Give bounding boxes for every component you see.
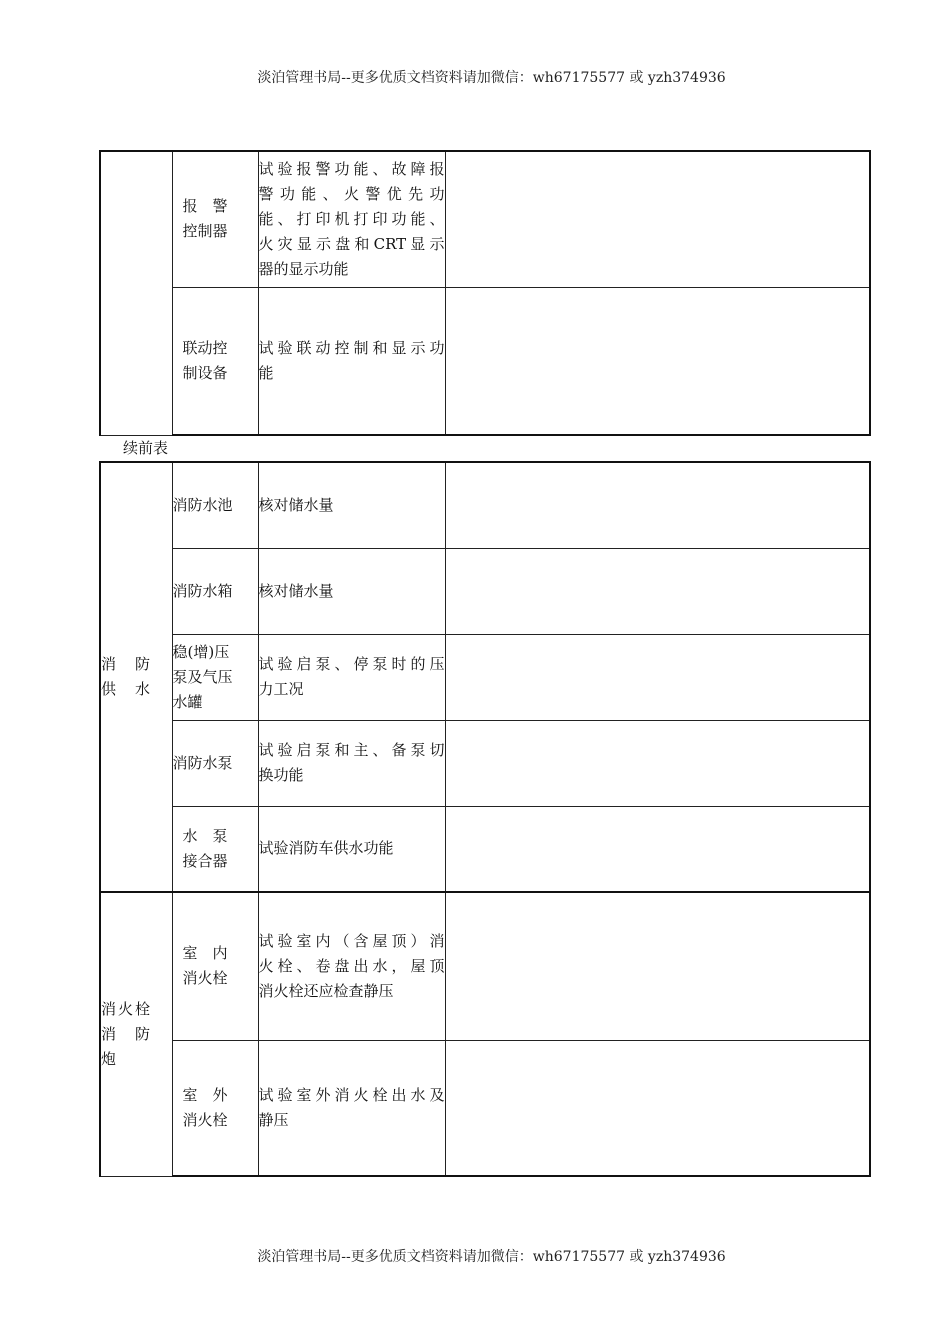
item-cell: 消防水箱 <box>172 548 258 634</box>
content-cell: 试验室内（含屋顶）消 火栓、卷盘出水，屋顶 消火栓还应检查静压 <box>258 892 445 1040</box>
inspection-table-top <box>99 150 871 436</box>
result-cell <box>445 892 870 1040</box>
content-cell: 试验启泵和主、备泵切 换功能 <box>258 720 445 806</box>
content-cell: 试验消防车供水功能 <box>258 806 445 892</box>
category-cell: 消火栓 消 防 炮 <box>100 892 172 1176</box>
result-cell <box>445 462 870 548</box>
content-cell: 试验启泵、停泵时的压 力工况 <box>258 634 445 720</box>
result-cell <box>445 287 870 435</box>
table-row <box>100 548 870 634</box>
result-cell <box>445 151 870 287</box>
table-row <box>100 892 870 1040</box>
category-cell: 消 防 供 水 <box>100 462 172 892</box>
item-cell: 稳(增)压 泵及气压 水罐 <box>172 634 258 720</box>
content-cell: 试验报警功能、故障报 警功能、火警优先功 能、打印机打印功能、 火灾显示盘和CRT显示 器的显示功能 <box>258 151 445 287</box>
result-cell <box>445 1040 870 1176</box>
result-cell <box>445 634 870 720</box>
result-cell <box>445 548 870 634</box>
item-cell: 水 泵 接合器 <box>172 806 258 892</box>
item-cell: 报 警 控制器 <box>172 151 258 287</box>
page-header: 淡泊管理书局--更多优质文档资料请加微信：wh67175577 或 yzh374936 <box>257 70 726 86</box>
table-row <box>100 1040 870 1176</box>
result-cell <box>445 720 870 806</box>
result-cell <box>445 806 870 892</box>
content-cell: 核对储水量 <box>258 462 445 548</box>
page-footer: 淡泊管理书局--更多优质文档资料请加微信：wh67175577 或 yzh374936 <box>257 1249 726 1265</box>
table-row <box>100 720 870 806</box>
table-row <box>100 634 870 720</box>
table-row <box>100 462 870 548</box>
item-cell: 消防水泵 <box>172 720 258 806</box>
table-row <box>100 287 870 435</box>
content-cell: 试验室外消火栓出水及 静压 <box>258 1040 445 1176</box>
content-cell: 试验联动控制和显示功 能 <box>258 287 445 435</box>
item-cell: 消防水池 <box>172 462 258 548</box>
item-cell: 室 内 消火栓 <box>172 892 258 1040</box>
table-row <box>100 151 870 287</box>
table-row <box>100 806 870 892</box>
inspection-table-bottom <box>99 461 871 1177</box>
item-cell: 联动控 制设备 <box>172 287 258 435</box>
category-cell-empty <box>100 151 172 435</box>
content-cell: 核对储水量 <box>258 548 445 634</box>
continuation-label: 续前表 <box>123 439 169 457</box>
item-cell: 室 外 消火栓 <box>172 1040 258 1176</box>
